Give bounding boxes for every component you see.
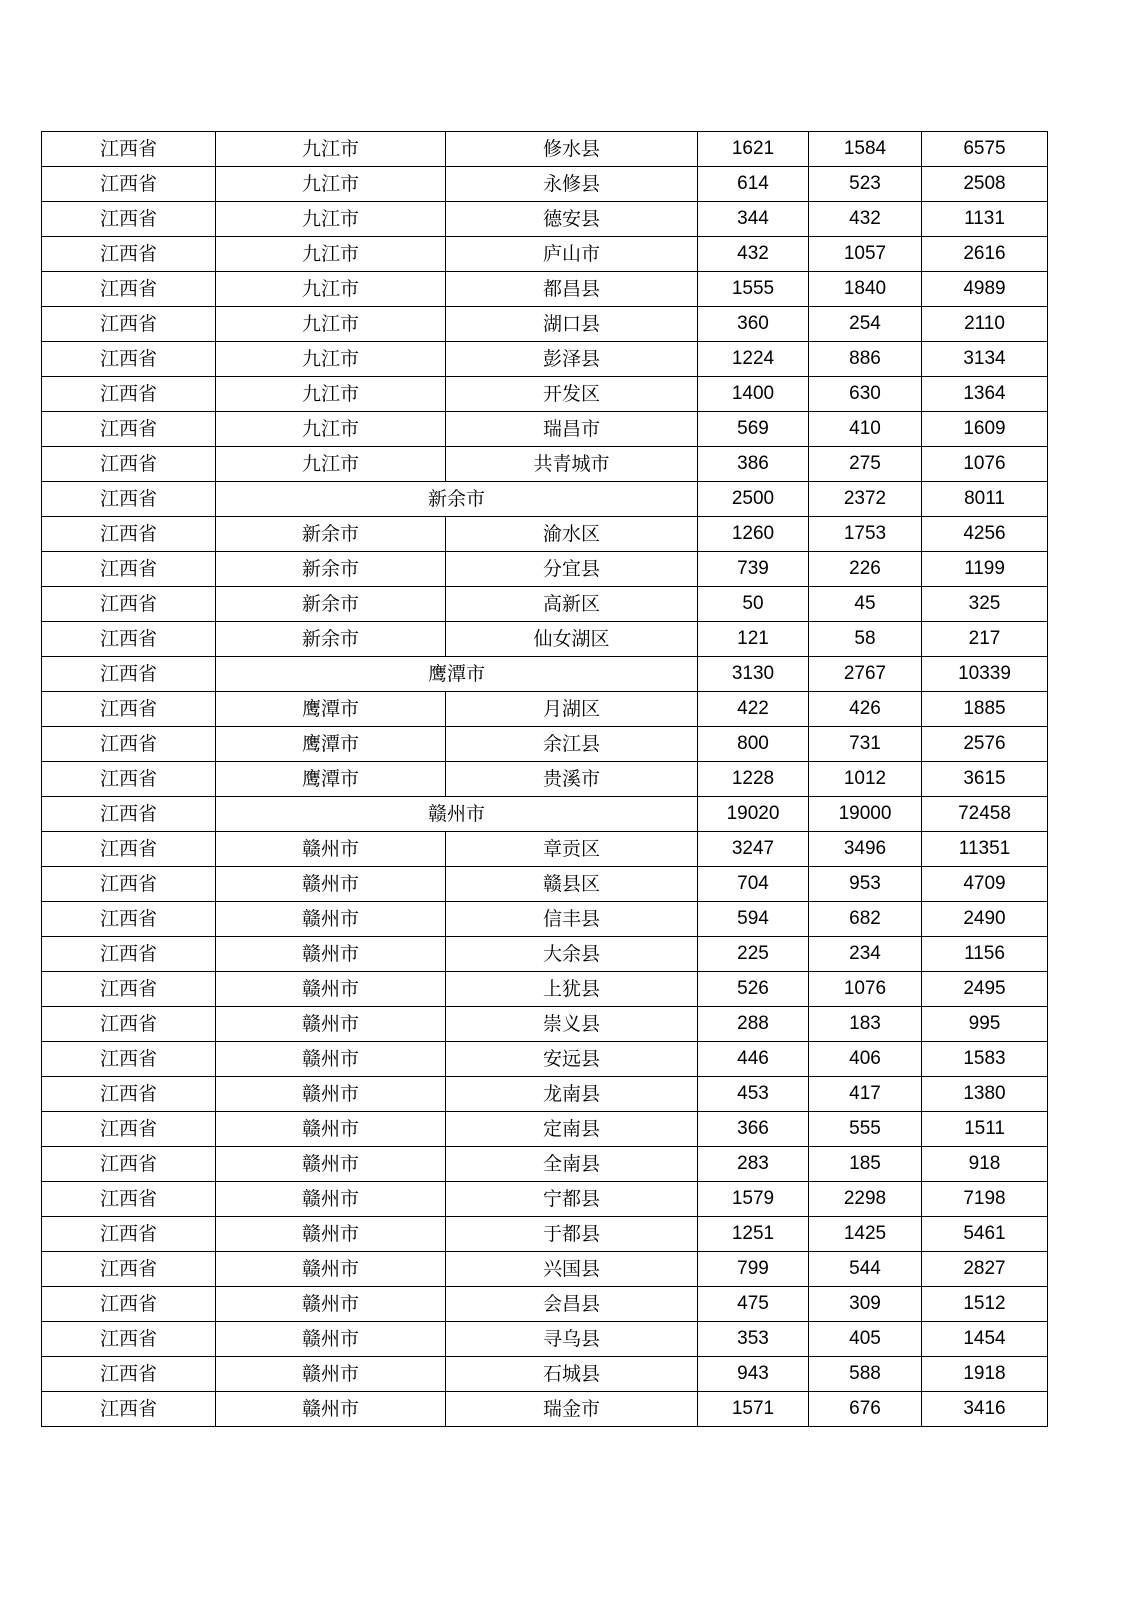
province-cell: 江西省: [42, 132, 216, 167]
value-cell-3: 1583: [922, 1042, 1048, 1077]
value-cell-3: 1199: [922, 552, 1048, 587]
value-cell-2: 2767: [809, 657, 922, 692]
table-row: [42, 1287, 1048, 1322]
city-cell: 赣州市: [216, 1112, 446, 1147]
city-cell: 九江市: [216, 412, 446, 447]
value-cell-1: 1571: [698, 1392, 809, 1427]
value-cell-2: 544: [809, 1252, 922, 1287]
value-cell-1: 225: [698, 937, 809, 972]
value-cell-1: 1621: [698, 132, 809, 167]
city-cell: 赣州市: [216, 1392, 446, 1427]
value-cell-1: 943: [698, 1357, 809, 1392]
value-cell-1: 19020: [698, 797, 809, 832]
value-cell-2: 1753: [809, 517, 922, 552]
value-cell-2: 2298: [809, 1182, 922, 1217]
table-row: [42, 272, 1048, 307]
value-cell-3: 3615: [922, 762, 1048, 797]
value-cell-2: 1057: [809, 237, 922, 272]
table-row: [42, 867, 1048, 902]
county-cell: 信丰县: [446, 902, 698, 937]
province-cell: 江西省: [42, 1147, 216, 1182]
province-cell: 江西省: [42, 657, 216, 692]
value-cell-3: 6575: [922, 132, 1048, 167]
value-cell-2: 185: [809, 1147, 922, 1182]
value-cell-2: 1584: [809, 132, 922, 167]
city-cell: 新余市: [216, 587, 446, 622]
value-cell-3: 2616: [922, 237, 1048, 272]
value-cell-1: 366: [698, 1112, 809, 1147]
city-cell: 赣州市: [216, 1322, 446, 1357]
value-cell-1: 283: [698, 1147, 809, 1182]
value-cell-2: 426: [809, 692, 922, 727]
value-cell-3: 10339: [922, 657, 1048, 692]
value-cell-2: 555: [809, 1112, 922, 1147]
province-cell: 江西省: [42, 412, 216, 447]
table-row: [42, 587, 1048, 622]
city-cell: 鹰潭市: [216, 762, 446, 797]
table-row: [42, 622, 1048, 657]
county-cell: 修水县: [446, 132, 698, 167]
province-cell: 江西省: [42, 1217, 216, 1252]
value-cell-2: 588: [809, 1357, 922, 1392]
province-cell: 江西省: [42, 237, 216, 272]
province-cell: 江西省: [42, 307, 216, 342]
value-cell-1: 1579: [698, 1182, 809, 1217]
table-row: [42, 1182, 1048, 1217]
value-cell-1: 569: [698, 412, 809, 447]
province-cell: 江西省: [42, 447, 216, 482]
city-cell: 新余市: [216, 622, 446, 657]
city-cell: 九江市: [216, 307, 446, 342]
value-cell-1: 800: [698, 727, 809, 762]
province-cell: 江西省: [42, 202, 216, 237]
value-cell-3: 3416: [922, 1392, 1048, 1427]
county-cell: 于都县: [446, 1217, 698, 1252]
value-cell-3: 1156: [922, 937, 1048, 972]
county-cell: 瑞昌市: [446, 412, 698, 447]
province-cell: 江西省: [42, 1182, 216, 1217]
county-cell: 大余县: [446, 937, 698, 972]
value-cell-1: 353: [698, 1322, 809, 1357]
value-cell-2: 886: [809, 342, 922, 377]
city-cell: 九江市: [216, 167, 446, 202]
value-cell-2: 1840: [809, 272, 922, 307]
value-cell-2: 226: [809, 552, 922, 587]
province-cell: 江西省: [42, 1112, 216, 1147]
value-cell-1: 1260: [698, 517, 809, 552]
value-cell-3: 1131: [922, 202, 1048, 237]
province-cell: 江西省: [42, 482, 216, 517]
value-cell-3: 1512: [922, 1287, 1048, 1322]
city-cell: 九江市: [216, 237, 446, 272]
province-cell: 江西省: [42, 972, 216, 1007]
value-cell-2: 682: [809, 902, 922, 937]
value-cell-3: 2495: [922, 972, 1048, 1007]
city-cell: 赣州市: [216, 1077, 446, 1112]
table-row-city-subtotal: [42, 657, 1048, 692]
value-cell-3: 325: [922, 587, 1048, 622]
county-cell: 石城县: [446, 1357, 698, 1392]
province-cell: 江西省: [42, 342, 216, 377]
value-cell-1: 344: [698, 202, 809, 237]
value-cell-1: 1224: [698, 342, 809, 377]
county-cell: 分宜县: [446, 552, 698, 587]
table-row: [42, 202, 1048, 237]
table-row: [42, 1147, 1048, 1182]
table-row: [42, 832, 1048, 867]
value-cell-3: 2490: [922, 902, 1048, 937]
value-cell-2: 275: [809, 447, 922, 482]
table-row: [42, 937, 1048, 972]
value-cell-1: 799: [698, 1252, 809, 1287]
table-row: [42, 1112, 1048, 1147]
table-row: [42, 342, 1048, 377]
value-cell-3: 2576: [922, 727, 1048, 762]
value-cell-3: 1076: [922, 447, 1048, 482]
province-cell: 江西省: [42, 937, 216, 972]
value-cell-3: 1364: [922, 377, 1048, 412]
county-cell: 寻乌县: [446, 1322, 698, 1357]
table-row: [42, 1077, 1048, 1112]
county-cell: 崇义县: [446, 1007, 698, 1042]
province-cell: 江西省: [42, 622, 216, 657]
county-cell: 德安县: [446, 202, 698, 237]
value-cell-1: 446: [698, 1042, 809, 1077]
value-cell-2: 410: [809, 412, 922, 447]
table-row: [42, 1252, 1048, 1287]
city-cell: 九江市: [216, 132, 446, 167]
table-row: [42, 237, 1048, 272]
city-cell: 赣州市: [216, 1252, 446, 1287]
county-cell: 永修县: [446, 167, 698, 202]
value-cell-3: 4989: [922, 272, 1048, 307]
county-cell: 定南县: [446, 1112, 698, 1147]
province-cell: 江西省: [42, 1287, 216, 1322]
city-cell: 赣州市: [216, 1287, 446, 1322]
county-cell: 上犹县: [446, 972, 698, 1007]
table-row: [42, 1217, 1048, 1252]
value-cell-2: 234: [809, 937, 922, 972]
county-cell: 都昌县: [446, 272, 698, 307]
value-cell-1: 2500: [698, 482, 809, 517]
value-cell-1: 121: [698, 622, 809, 657]
table-row: [42, 517, 1048, 552]
county-cell: 余江县: [446, 727, 698, 762]
value-cell-3: 11351: [922, 832, 1048, 867]
table-row: [42, 167, 1048, 202]
county-cell: 彭泽县: [446, 342, 698, 377]
table-row: [42, 1042, 1048, 1077]
city-cell: 赣州市: [216, 1217, 446, 1252]
value-cell-1: 594: [698, 902, 809, 937]
value-cell-1: 288: [698, 1007, 809, 1042]
value-cell-3: 5461: [922, 1217, 1048, 1252]
value-cell-2: 2372: [809, 482, 922, 517]
value-cell-2: 676: [809, 1392, 922, 1427]
county-cell: 赣县区: [446, 867, 698, 902]
value-cell-3: 1454: [922, 1322, 1048, 1357]
value-cell-3: 217: [922, 622, 1048, 657]
value-cell-1: 50: [698, 587, 809, 622]
province-cell: 江西省: [42, 797, 216, 832]
table-row: [42, 412, 1048, 447]
county-cell: 共青城市: [446, 447, 698, 482]
county-cell: 月湖区: [446, 692, 698, 727]
value-cell-2: 953: [809, 867, 922, 902]
province-cell: 江西省: [42, 1042, 216, 1077]
city-cell: 九江市: [216, 202, 446, 237]
city-cell: 九江市: [216, 272, 446, 307]
county-cell: 贵溪市: [446, 762, 698, 797]
county-cell: 庐山市: [446, 237, 698, 272]
city-cell: 赣州市: [216, 1147, 446, 1182]
value-cell-1: 453: [698, 1077, 809, 1112]
value-cell-1: 739: [698, 552, 809, 587]
value-cell-1: 1251: [698, 1217, 809, 1252]
city-cell: 鹰潭市: [216, 727, 446, 762]
value-cell-3: 1380: [922, 1077, 1048, 1112]
table-row: [42, 1322, 1048, 1357]
province-cell: 江西省: [42, 727, 216, 762]
county-cell: 安远县: [446, 1042, 698, 1077]
value-cell-3: 7198: [922, 1182, 1048, 1217]
province-cell: 江西省: [42, 377, 216, 412]
table-row: [42, 377, 1048, 412]
city-cell: 赣州市: [216, 1042, 446, 1077]
value-cell-2: 309: [809, 1287, 922, 1322]
table-row: [42, 1007, 1048, 1042]
county-cell: 全南县: [446, 1147, 698, 1182]
value-cell-3: 2110: [922, 307, 1048, 342]
province-cell: 江西省: [42, 867, 216, 902]
city-cell: 赣州市: [216, 937, 446, 972]
value-cell-3: 1609: [922, 412, 1048, 447]
table-row: [42, 1357, 1048, 1392]
city-cell: 鹰潭市: [216, 692, 446, 727]
table-row: [42, 902, 1048, 937]
value-cell-2: 405: [809, 1322, 922, 1357]
value-cell-2: 58: [809, 622, 922, 657]
table-row: [42, 692, 1048, 727]
city-cell: 赣州市: [216, 867, 446, 902]
city-total-cell: 鹰潭市: [216, 657, 698, 692]
city-cell: 九江市: [216, 377, 446, 412]
table-row: [42, 132, 1048, 167]
province-cell: 江西省: [42, 762, 216, 797]
value-cell-2: 523: [809, 167, 922, 202]
value-cell-1: 432: [698, 237, 809, 272]
table-row: [42, 727, 1048, 762]
value-cell-3: 918: [922, 1147, 1048, 1182]
value-cell-1: 614: [698, 167, 809, 202]
city-total-cell: 赣州市: [216, 797, 698, 832]
value-cell-2: 254: [809, 307, 922, 342]
value-cell-3: 1511: [922, 1112, 1048, 1147]
table-row: [42, 552, 1048, 587]
county-cell: 湖口县: [446, 307, 698, 342]
value-cell-1: 1555: [698, 272, 809, 307]
value-cell-3: 1918: [922, 1357, 1048, 1392]
county-cell: 仙女湖区: [446, 622, 698, 657]
city-cell: 赣州市: [216, 902, 446, 937]
county-cell: 高新区: [446, 587, 698, 622]
city-cell: 赣州市: [216, 832, 446, 867]
table-body: [42, 132, 1048, 1427]
value-cell-3: 995: [922, 1007, 1048, 1042]
value-cell-2: 731: [809, 727, 922, 762]
value-cell-1: 475: [698, 1287, 809, 1322]
province-cell: 江西省: [42, 272, 216, 307]
city-cell: 赣州市: [216, 1007, 446, 1042]
value-cell-2: 1012: [809, 762, 922, 797]
value-cell-1: 3130: [698, 657, 809, 692]
county-cell: 龙南县: [446, 1077, 698, 1112]
table-row: [42, 1392, 1048, 1427]
value-cell-3: 8011: [922, 482, 1048, 517]
table-row: [42, 307, 1048, 342]
province-cell: 江西省: [42, 587, 216, 622]
county-cell: 兴国县: [446, 1252, 698, 1287]
county-cell: 渝水区: [446, 517, 698, 552]
county-cell: 瑞金市: [446, 1392, 698, 1427]
table-row-city-subtotal: [42, 482, 1048, 517]
city-cell: 赣州市: [216, 1182, 446, 1217]
value-cell-3: 1885: [922, 692, 1048, 727]
province-cell: 江西省: [42, 1007, 216, 1042]
value-cell-3: 2508: [922, 167, 1048, 202]
table-row: [42, 972, 1048, 1007]
city-cell: 九江市: [216, 447, 446, 482]
table-row: [42, 762, 1048, 797]
data-table: [41, 131, 1048, 1427]
value-cell-2: 630: [809, 377, 922, 412]
province-cell: 江西省: [42, 1322, 216, 1357]
city-cell: 赣州市: [216, 972, 446, 1007]
province-cell: 江西省: [42, 517, 216, 552]
province-cell: 江西省: [42, 1392, 216, 1427]
value-cell-2: 19000: [809, 797, 922, 832]
value-cell-2: 1425: [809, 1217, 922, 1252]
value-cell-1: 422: [698, 692, 809, 727]
province-cell: 江西省: [42, 832, 216, 867]
value-cell-1: 386: [698, 447, 809, 482]
city-cell: 赣州市: [216, 1357, 446, 1392]
value-cell-3: 2827: [922, 1252, 1048, 1287]
value-cell-3: 4256: [922, 517, 1048, 552]
city-cell: 九江市: [216, 342, 446, 377]
province-cell: 江西省: [42, 552, 216, 587]
table-row-city-subtotal: [42, 797, 1048, 832]
city-cell: 新余市: [216, 552, 446, 587]
province-cell: 江西省: [42, 1077, 216, 1112]
value-cell-2: 417: [809, 1077, 922, 1112]
value-cell-2: 45: [809, 587, 922, 622]
county-cell: 开发区: [446, 377, 698, 412]
province-cell: 江西省: [42, 692, 216, 727]
province-cell: 江西省: [42, 1357, 216, 1392]
county-cell: 章贡区: [446, 832, 698, 867]
value-cell-3: 3134: [922, 342, 1048, 377]
value-cell-2: 3496: [809, 832, 922, 867]
value-cell-2: 1076: [809, 972, 922, 1007]
value-cell-1: 704: [698, 867, 809, 902]
value-cell-2: 406: [809, 1042, 922, 1077]
value-cell-1: 526: [698, 972, 809, 1007]
county-cell: 会昌县: [446, 1287, 698, 1322]
value-cell-1: 3247: [698, 832, 809, 867]
province-cell: 江西省: [42, 167, 216, 202]
value-cell-1: 1228: [698, 762, 809, 797]
value-cell-3: 4709: [922, 867, 1048, 902]
province-cell: 江西省: [42, 1252, 216, 1287]
city-total-cell: 新余市: [216, 482, 698, 517]
table-row: [42, 447, 1048, 482]
province-cell: 江西省: [42, 902, 216, 937]
value-cell-1: 360: [698, 307, 809, 342]
city-cell: 新余市: [216, 517, 446, 552]
value-cell-1: 1400: [698, 377, 809, 412]
county-cell: 宁都县: [446, 1182, 698, 1217]
value-cell-3: 72458: [922, 797, 1048, 832]
value-cell-2: 432: [809, 202, 922, 237]
value-cell-2: 183: [809, 1007, 922, 1042]
